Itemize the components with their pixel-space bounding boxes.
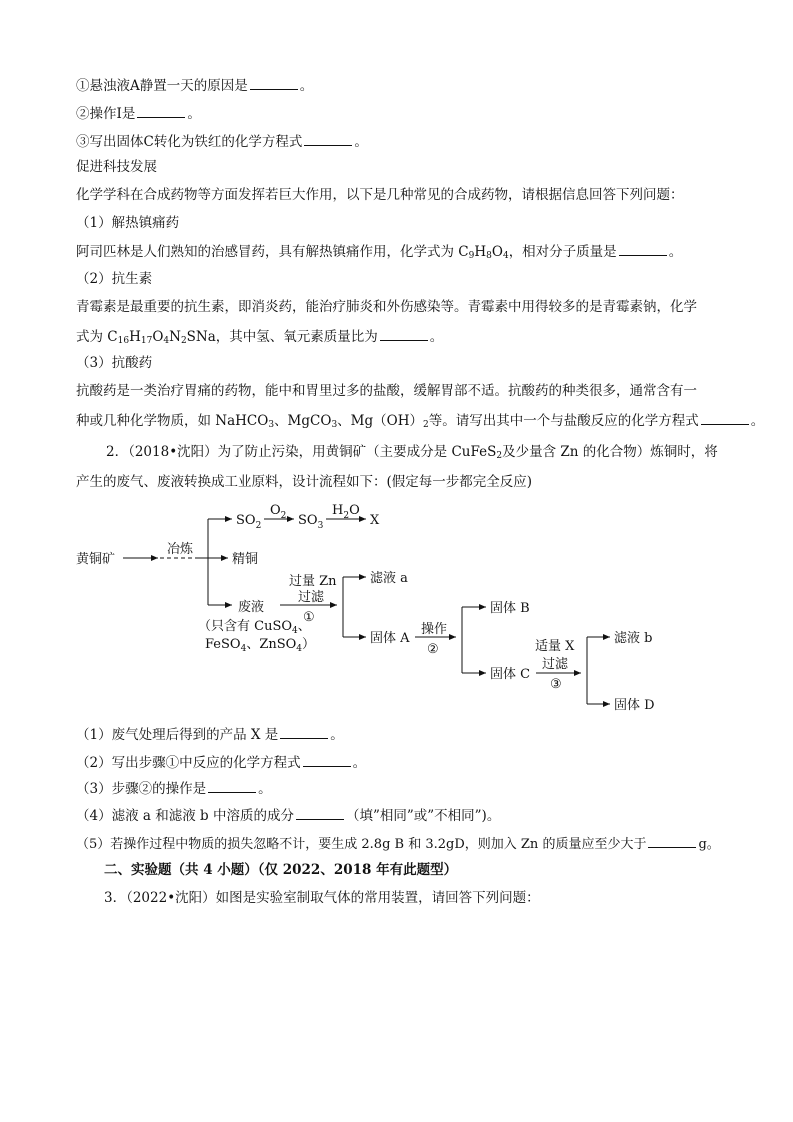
text: 。 xyxy=(352,755,367,771)
subscript: 4 xyxy=(502,251,509,261)
text: （填”相同”或”不相同”)。 xyxy=(345,808,501,824)
waste-liquid-label: 废液 xyxy=(238,600,265,615)
formula: SO xyxy=(236,513,256,528)
subscript: 4 xyxy=(163,336,170,346)
subscript: 9 xyxy=(468,251,475,261)
answer-blank[interactable] xyxy=(648,833,696,848)
smelt-label: 冶炼 xyxy=(167,542,194,557)
formula: H xyxy=(332,503,344,518)
text: O xyxy=(152,329,164,345)
so2-label xyxy=(236,513,261,531)
text: ②操作Ⅰ是 xyxy=(76,106,136,122)
subscript: 3 xyxy=(268,420,275,430)
text: （3）步骤②的操作是 xyxy=(76,781,207,797)
operation-label: 操作 xyxy=(421,622,448,637)
subscript: 2 xyxy=(255,521,262,531)
q2-sub-1 xyxy=(76,724,344,745)
text: 、MgCO xyxy=(274,413,332,429)
text: ） xyxy=(302,637,316,652)
text: FeSO xyxy=(205,637,241,652)
filtrate-a-label: 滤液 a xyxy=(370,571,408,586)
subscript: 4 xyxy=(240,644,247,654)
subscript: 8 xyxy=(486,251,492,261)
text: ，相对分子质量是 xyxy=(508,244,617,260)
text: 。 xyxy=(258,781,272,797)
text: O xyxy=(491,244,503,260)
x-label: X xyxy=(370,513,380,528)
part-2-heading: （2）抗生素 xyxy=(76,271,153,287)
section-intro: 化学学科在合成药物等方面发挥若巨大作用，以下是几种常见的合成药物，请根据信息回答下列问题： xyxy=(76,187,684,203)
subscript: 2 xyxy=(180,336,187,346)
text: ①悬浊液A静置一天的原因是 xyxy=(76,78,248,94)
section-title: 促进科技发展 xyxy=(76,159,157,175)
q2-sub-2 xyxy=(76,752,366,773)
answer-blank[interactable] xyxy=(303,752,351,767)
q2-sub-3 xyxy=(76,778,272,799)
text: 等。请写出其中一个与盐酸反应的化学方程式 xyxy=(428,413,699,429)
excess-zn-label: 过量 Zn xyxy=(289,574,337,589)
step-2-label: ② xyxy=(427,642,439,657)
text: 、ZnSO xyxy=(246,637,297,652)
answer-blank[interactable] xyxy=(280,724,328,739)
filter-2-label: 过滤 xyxy=(542,657,569,672)
text: 。 xyxy=(187,106,201,122)
subscript: 17 xyxy=(140,336,153,346)
filtrate-b-label: 滤液 b xyxy=(614,631,653,646)
text: 式为 C xyxy=(76,329,118,345)
text: （4）滤液 a 和滤液 b 中溶质的成分 xyxy=(76,808,294,824)
solid-b-label: 固体 B xyxy=(490,601,530,616)
h2o-label xyxy=(332,503,360,521)
part-2-text-1: 青霉素是最重要的抗生素，即消炎药，能治疗肺炎和外伤感染等。青霉素中用得较多的是青霉素钠，化学 xyxy=(76,299,697,315)
solid-c-label: 固体 C xyxy=(490,667,531,682)
solid-a-label: 固体 A xyxy=(370,631,410,646)
text: 种或几种化学物质，如 NaHCO xyxy=(76,413,269,429)
q2-stem-2: 产生的废气、废液转换成工业原料，设计流程如下：(假定每一步都完全反应) xyxy=(76,474,533,490)
answer-blank[interactable] xyxy=(208,778,256,793)
text: 阿司匹林是人们熟知的治感冒药，具有解热镇痛作用，化学式为 C xyxy=(76,244,469,260)
text: g。 xyxy=(698,837,720,852)
text: 2．（2018•沈阳）为了防止污染，用黄铜矿（主要成分是 CuFeS xyxy=(106,444,497,460)
text: H xyxy=(474,244,487,260)
waste-note-2 xyxy=(205,637,315,654)
text: 。 xyxy=(330,727,344,743)
text: 。 xyxy=(354,134,368,150)
text: N xyxy=(169,329,181,345)
proper-x-label: 适量 X xyxy=(535,639,575,654)
formula: O xyxy=(270,503,281,518)
subscript: 2 xyxy=(280,511,287,521)
text: SNa，其中氢、氧元素质量比为 xyxy=(186,329,378,345)
subscript: 16 xyxy=(117,336,130,346)
text: 。 xyxy=(429,329,444,345)
part-1-heading: （1）解热镇痛药 xyxy=(76,215,180,231)
text: H xyxy=(129,329,141,345)
waste-note-1 xyxy=(198,619,311,636)
so3-label xyxy=(298,513,324,531)
filter-1-label: 过滤 xyxy=(298,590,325,605)
text: 及少量含 Zn 的化合物）炼铜时，将 xyxy=(502,444,718,460)
step-3-label: ③ xyxy=(550,677,562,692)
text: 、 xyxy=(297,619,311,634)
subscript: 3 xyxy=(317,521,324,531)
answer-blank[interactable] xyxy=(296,805,344,820)
text: （1）废气处理后得到的产品 X 是 xyxy=(76,727,279,743)
refined-copper-label: 精铜 xyxy=(232,552,259,567)
text: （5）若操作过程中物质的损失忽略不计，要生成 2.8g B 和 3.2gD，则加入 Zn 的质量应至少大于 xyxy=(76,837,647,852)
q2-sub-5 xyxy=(76,833,720,855)
part-3-text-1: 抗酸药是一类治疗胃痛的药物，能中和胃里过多的盐酸，缓解胃部不适。抗酸药的种类很多，通常含有一 xyxy=(76,383,697,399)
subscript: 4 xyxy=(296,644,303,654)
solid-d-label: 固体 D xyxy=(614,698,655,713)
subscript: 3 xyxy=(331,420,338,430)
text: 。 xyxy=(668,244,683,260)
subscript: 2 xyxy=(422,420,429,430)
text: （2）写出步骤①中反应的化学方程式 xyxy=(76,755,301,771)
step-1-label: ① xyxy=(303,610,315,625)
text: 。 xyxy=(299,78,314,94)
formula: O xyxy=(349,503,360,518)
part-2-heading: 二、实验题（共 4 小题）（仅 2022、2018 年有此题型） xyxy=(104,862,458,878)
text: ③写出固体C转化为铁红的化学方程式 xyxy=(76,134,303,150)
o2-label xyxy=(270,503,286,521)
q3-stem: 3．（2022•沈阳）如图是实验室制取气体的常用装置，请回答下列问题： xyxy=(104,890,540,906)
subscript: 2 xyxy=(496,451,503,461)
q2-sub-4 xyxy=(76,805,500,826)
text: （只含有 CuSO xyxy=(198,619,293,634)
text: 。 xyxy=(750,413,765,429)
ore-label: 黄铜矿 xyxy=(76,552,116,567)
subscript: 2 xyxy=(343,511,350,521)
subscript: 4 xyxy=(292,626,298,636)
text: 、Mg（OH） xyxy=(337,413,423,429)
part-3-heading: （3）抗酸药 xyxy=(76,355,153,371)
formula: SO xyxy=(298,513,318,528)
